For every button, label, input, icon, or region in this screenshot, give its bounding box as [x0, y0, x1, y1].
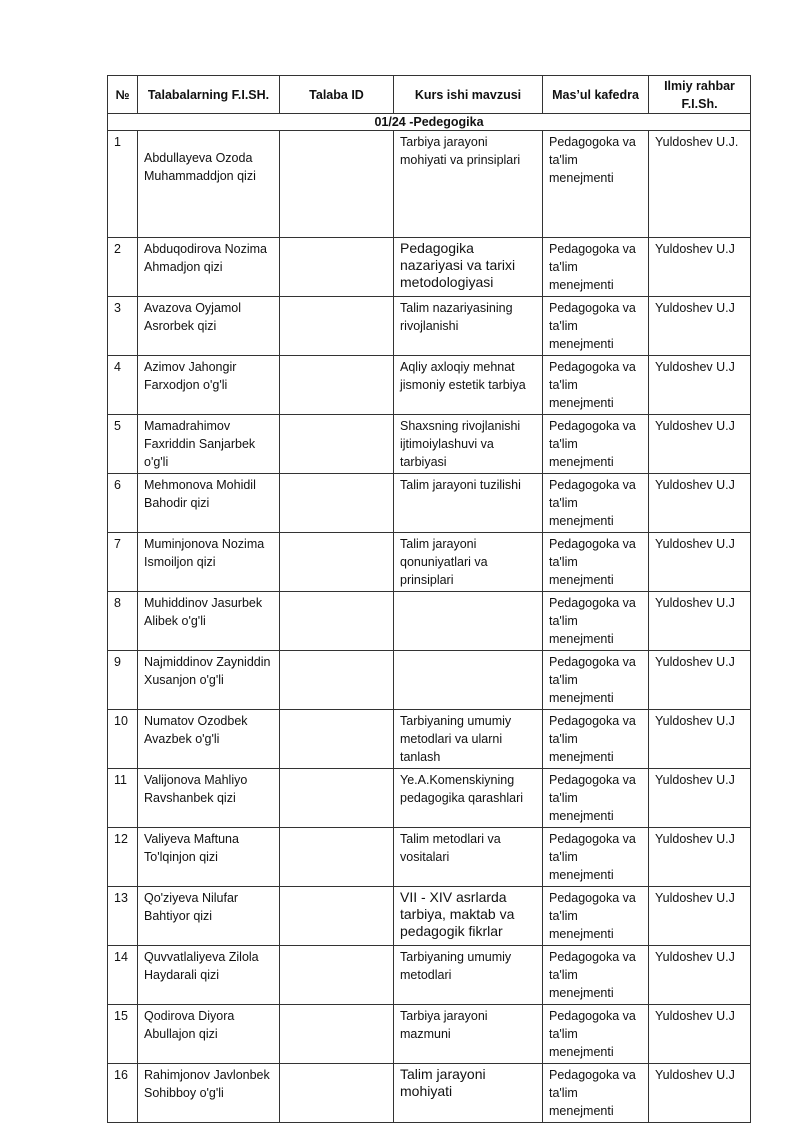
cell-num: 3 — [108, 297, 138, 356]
table-row — [108, 474, 751, 533]
students-table — [107, 75, 751, 1123]
cell-id — [280, 592, 394, 651]
cell-name: Muminjonova Nozima Ismoiljon qizi — [138, 533, 280, 592]
cell-topic: Shaxsning rivojlanishi ijtimoiylashuvi va tarbiyasi — [394, 415, 543, 474]
cell-dept: Pedagogoka va ta'lim menejmenti — [543, 1064, 649, 1123]
cell-name: Mehmonova Mohidil Bahodir qizi — [138, 474, 280, 533]
cell-name: Rahimjonov Javlonbek Sohibboy o'g'li — [138, 1064, 280, 1123]
cell-name: Azimov Jahongir Farxodjon o'g'li — [138, 356, 280, 415]
cell-num: 8 — [108, 592, 138, 651]
cell-id — [280, 1005, 394, 1064]
group-title: 01/24 -Pedegogika — [108, 114, 751, 131]
cell-num: 16 — [108, 1064, 138, 1123]
cell-topic: Ye.A.Komenskiyning pedagogika qarashlari — [394, 769, 543, 828]
cell-id — [280, 474, 394, 533]
cell-id — [280, 887, 394, 946]
cell-name: Numatov Ozodbek Avazbek o'g'li — [138, 710, 280, 769]
cell-num: 11 — [108, 769, 138, 828]
header-id: Talaba ID — [280, 76, 394, 114]
cell-name: Mamadrahimov Faxriddin Sanjarbek o'g'li — [138, 415, 280, 474]
table-row — [108, 887, 751, 946]
cell-dept: Pedagogoka va ta'lim menejmenti — [543, 533, 649, 592]
cell-name: Valijonova Mahliyo Ravshanbek qizi — [138, 769, 280, 828]
cell-id — [280, 356, 394, 415]
cell-topic: Tarbiyaning umumiy metodlari — [394, 946, 543, 1005]
header-name: Talabalarning F.I.SH. — [138, 76, 280, 114]
cell-name: Abdullayeva Ozoda Muhammaddjon qizi — [138, 131, 280, 238]
table-row — [108, 769, 751, 828]
cell-topic: Tarbiyaning umumiy metodlari va ularni tanlash — [394, 710, 543, 769]
table-row — [108, 297, 751, 356]
group-row — [108, 114, 751, 131]
cell-num: 1 — [108, 131, 138, 238]
table-row — [108, 1005, 751, 1064]
cell-supervisor: Yuldoshev U.J — [649, 592, 751, 651]
cell-supervisor: Yuldoshev U.J — [649, 828, 751, 887]
cell-id — [280, 710, 394, 769]
cell-dept: Pedagogoka va ta'lim menejmenti — [543, 710, 649, 769]
cell-supervisor: Yuldoshev U.J — [649, 710, 751, 769]
cell-name: Valiyeva Maftuna To'lqinjon qizi — [138, 828, 280, 887]
cell-dept: Pedagogoka va ta'lim menejmenti — [543, 592, 649, 651]
table-row — [108, 651, 751, 710]
cell-id — [280, 651, 394, 710]
table-row — [108, 131, 751, 238]
cell-num: 4 — [108, 356, 138, 415]
cell-topic: Tarbiya jarayoni mazmuni — [394, 1005, 543, 1064]
cell-dept: Pedagogoka va ta'lim menejmenti — [543, 356, 649, 415]
cell-name: Quvvatlaliyeva Zilola Haydarali qizi — [138, 946, 280, 1005]
cell-name: Najmiddinov Zayniddin Xusanjon o'g'li — [138, 651, 280, 710]
cell-supervisor: Yuldoshev U.J — [649, 1064, 751, 1123]
cell-dept: Pedagogoka va ta'lim menejmenti — [543, 1005, 649, 1064]
cell-id — [280, 1064, 394, 1123]
cell-id — [280, 828, 394, 887]
cell-name: Qo'ziyeva Nilufar Bahtiyor qizi — [138, 887, 280, 946]
cell-id — [280, 533, 394, 592]
cell-name: Abduqodirova Nozima Ahmadjon qizi — [138, 238, 280, 297]
header-topic: Kurs ishi mavzusi — [394, 76, 543, 114]
cell-dept: Pedagogoka va ta'lim menejmenti — [543, 297, 649, 356]
cell-name: Muhiddinov Jasurbek Alibek o'g'li — [138, 592, 280, 651]
cell-supervisor: Yuldoshev U.J — [649, 297, 751, 356]
cell-num: 15 — [108, 1005, 138, 1064]
cell-id — [280, 769, 394, 828]
cell-num: 9 — [108, 651, 138, 710]
cell-topic: Talim jarayoni qonuniyatlari va prinsiplari — [394, 533, 543, 592]
cell-supervisor: Yuldoshev U.J — [649, 769, 751, 828]
cell-num: 12 — [108, 828, 138, 887]
cell-name: Avazova Oyjamol Asrorbek qizi — [138, 297, 280, 356]
cell-dept: Pedagogoka va ta'lim menejmenti — [543, 651, 649, 710]
cell-dept: Pedagogoka va ta'lim menejmenti — [543, 946, 649, 1005]
cell-id — [280, 415, 394, 474]
cell-supervisor: Yuldoshev U.J — [649, 356, 751, 415]
cell-dept: Pedagogoka va ta'lim menejmenti — [543, 238, 649, 297]
cell-dept: Pedagogoka va ta'lim menejmenti — [543, 131, 649, 238]
table-row — [108, 533, 751, 592]
cell-num: 2 — [108, 238, 138, 297]
cell-supervisor: Yuldoshev U.J — [649, 533, 751, 592]
header-row — [108, 76, 751, 114]
cell-supervisor: Yuldoshev U.J — [649, 946, 751, 1005]
cell-id — [280, 297, 394, 356]
cell-num: 10 — [108, 710, 138, 769]
cell-topic — [394, 651, 543, 710]
cell-topic: Aqliy axloqiy mehnat jismoniy estetik tarbiya — [394, 356, 543, 415]
table-row — [108, 710, 751, 769]
header-num: № — [108, 76, 138, 114]
cell-id — [280, 946, 394, 1005]
cell-dept: Pedagogoka va ta'lim menejmenti — [543, 828, 649, 887]
header-supervisor: Ilmiy rahbar F.I.Sh. — [649, 76, 751, 114]
cell-supervisor: Yuldoshev U.J — [649, 651, 751, 710]
table-row — [108, 238, 751, 297]
cell-num: 7 — [108, 533, 138, 592]
cell-topic — [394, 592, 543, 651]
cell-num: 14 — [108, 946, 138, 1005]
cell-id — [280, 131, 394, 238]
cell-supervisor: Yuldoshev U.J — [649, 238, 751, 297]
table-row — [108, 415, 751, 474]
cell-supervisor: Yuldoshev U.J — [649, 415, 751, 474]
table-row — [108, 592, 751, 651]
cell-topic: Talim jarayoni mohiyati — [394, 1064, 543, 1123]
cell-topic: Talim nazariyasining rivojlanishi — [394, 297, 543, 356]
cell-supervisor: Yuldoshev U.J. — [649, 131, 751, 238]
table-row — [108, 1064, 751, 1123]
cell-num: 6 — [108, 474, 138, 533]
cell-topic: Talim metodlari va vositalari — [394, 828, 543, 887]
cell-topic: Pedagogika nazariyasi va tarixi metodologiyasi — [394, 238, 543, 297]
table-row — [108, 946, 751, 1005]
cell-name: Qodirova Diyora Abullajon qizi — [138, 1005, 280, 1064]
cell-supervisor: Yuldoshev U.J — [649, 474, 751, 533]
cell-num: 5 — [108, 415, 138, 474]
cell-supervisor: Yuldoshev U.J — [649, 1005, 751, 1064]
table-row — [108, 356, 751, 415]
table-row — [108, 828, 751, 887]
cell-dept: Pedagogoka va ta'lim menejmenti — [543, 769, 649, 828]
cell-topic: Tarbiya jarayoni mohiyati va prinsiplari — [394, 131, 543, 238]
cell-topic: VII - XIV asrlarda tarbiya, maktab va pedagogik fikrlar — [394, 887, 543, 946]
cell-num: 13 — [108, 887, 138, 946]
cell-supervisor: Yuldoshev U.J — [649, 887, 751, 946]
cell-id — [280, 238, 394, 297]
cell-dept: Pedagogoka va ta'lim menejmenti — [543, 415, 649, 474]
cell-dept: Pedagogoka va ta'lim menejmenti — [543, 474, 649, 533]
cell-topic: Talim jarayoni tuzilishi — [394, 474, 543, 533]
cell-dept: Pedagogoka va ta'lim menejmenti — [543, 887, 649, 946]
header-dept: Mas’ul kafedra — [543, 76, 649, 114]
